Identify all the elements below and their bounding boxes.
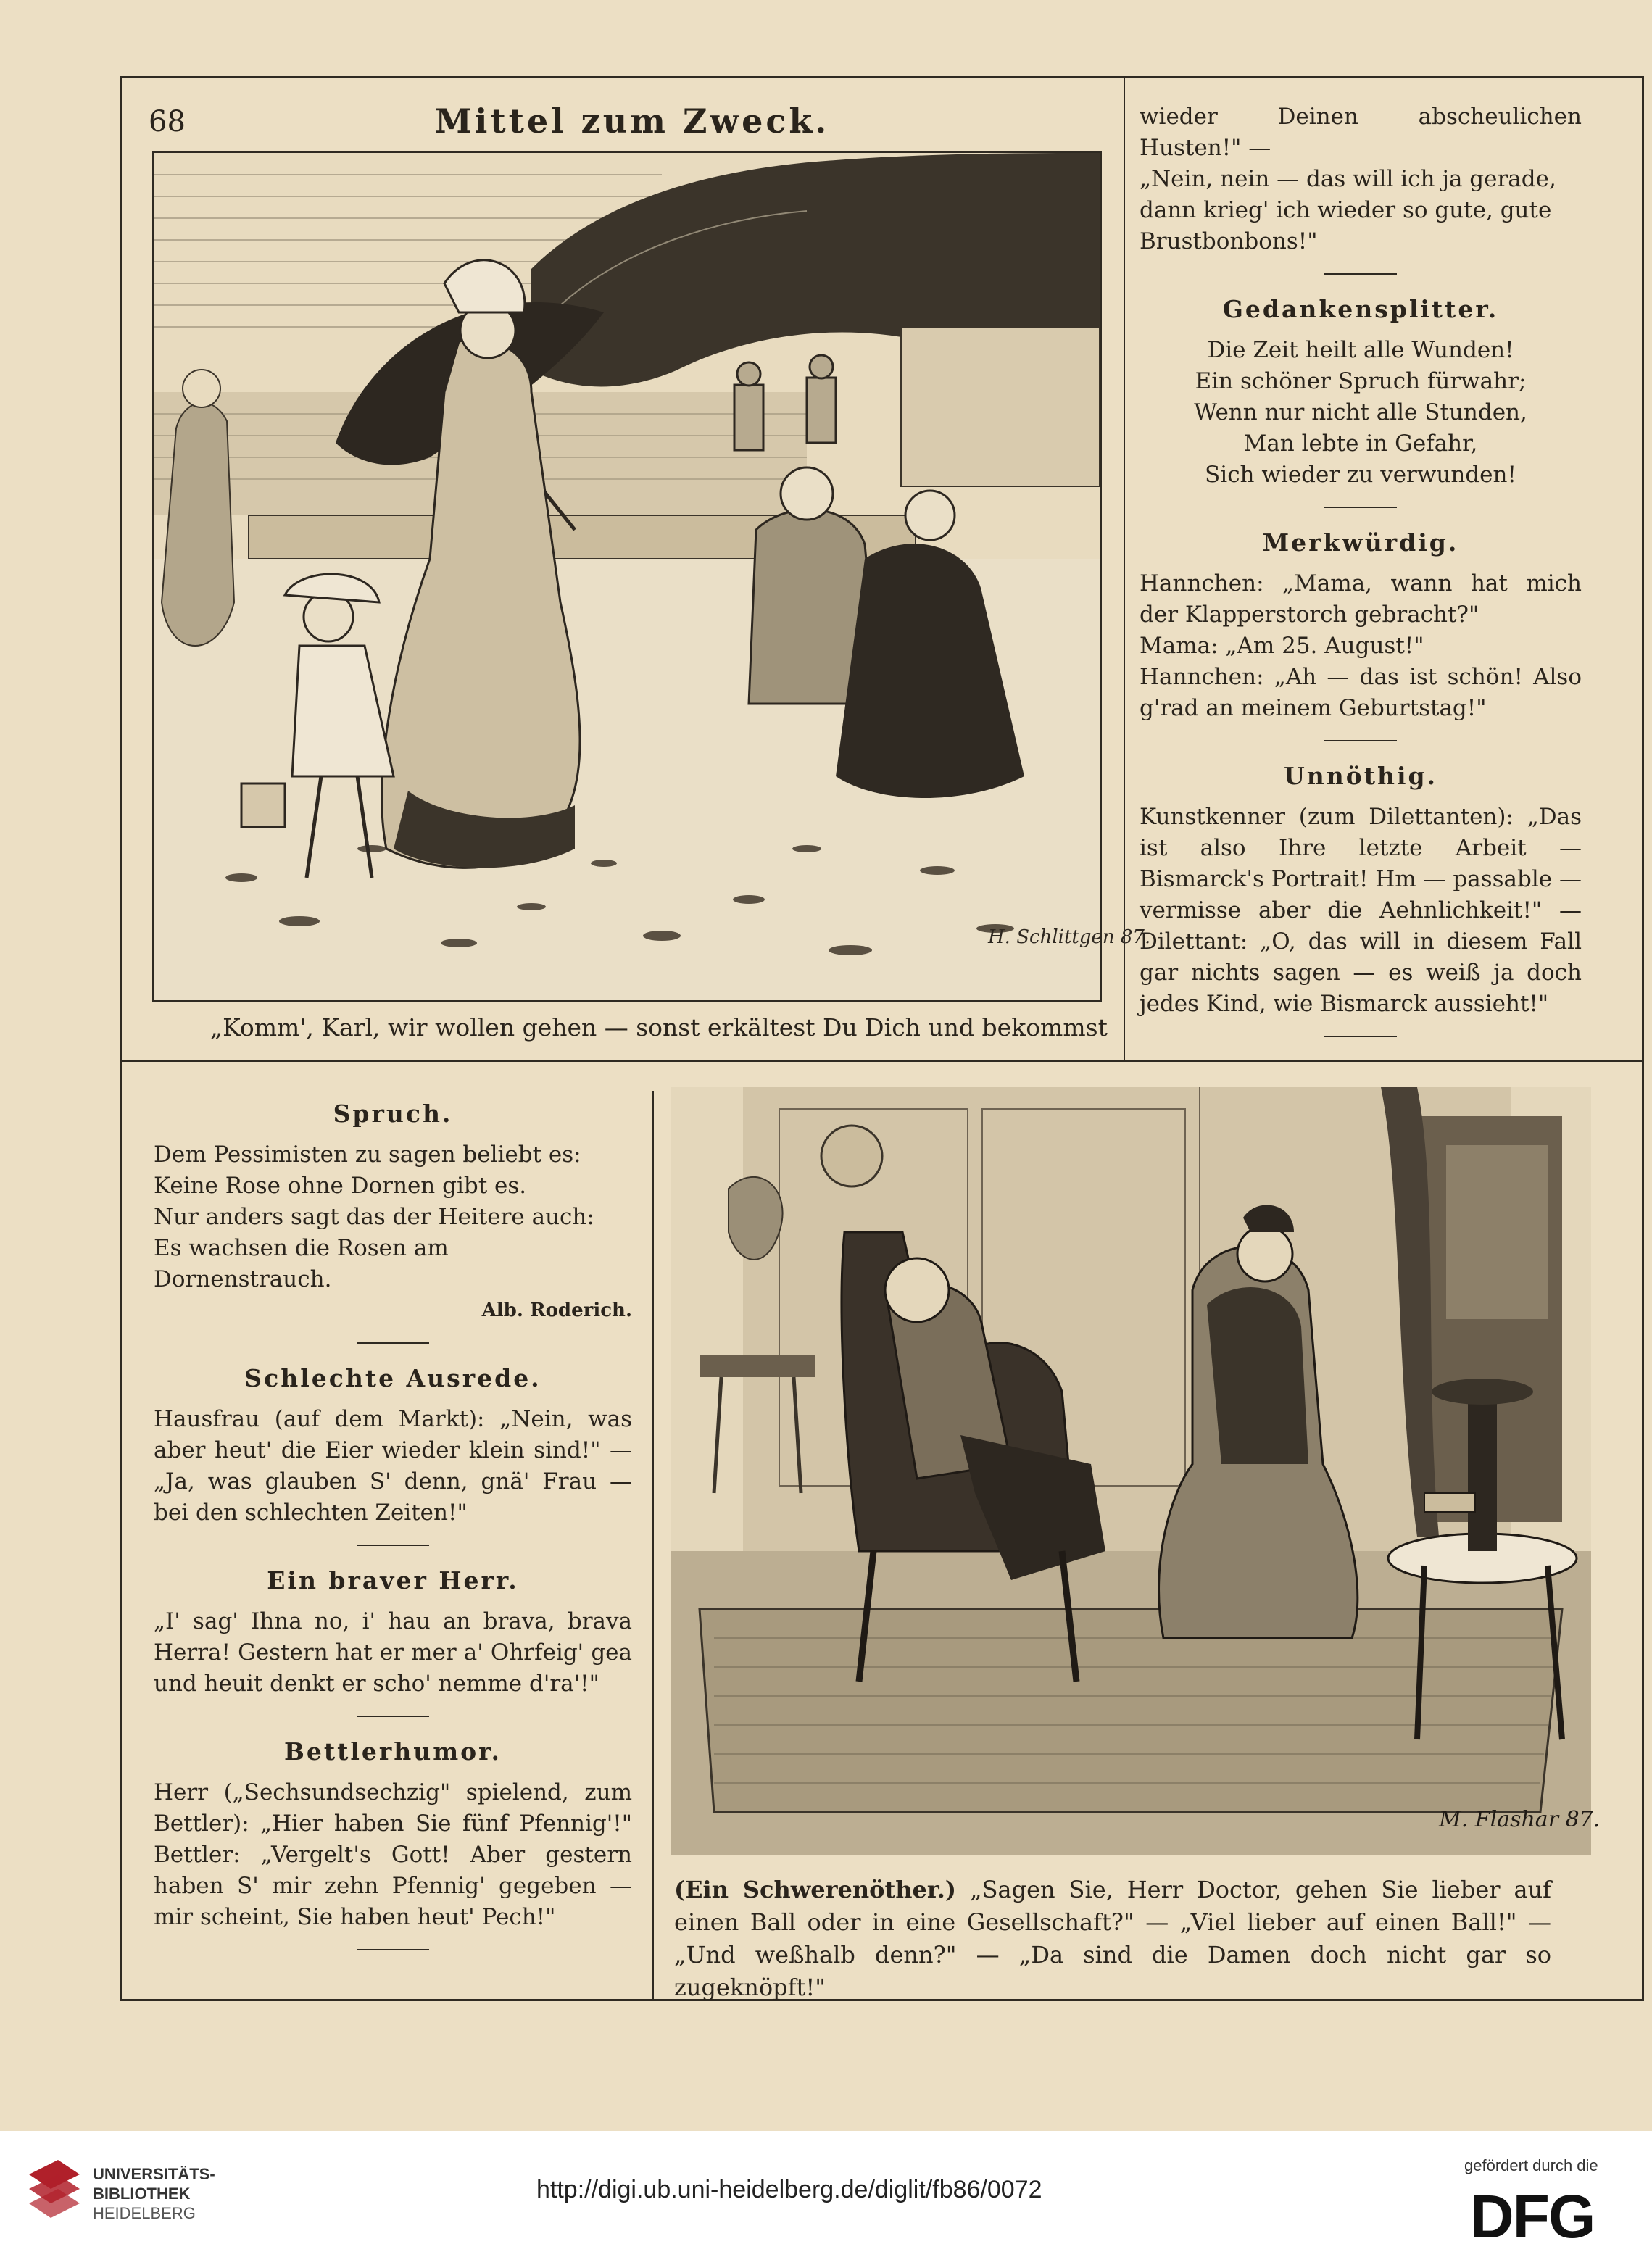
continuation-line: wieder Deinen abscheulichen Husten!" — (1140, 104, 1582, 161)
section-rule (1324, 507, 1397, 508)
column-divider-bottom (652, 1091, 654, 2000)
continuation-line: Brustbonbons!" (1140, 228, 1318, 254)
beach-engraving (154, 153, 1151, 1000)
parlor-caption (674, 1874, 1551, 2004)
page-number: 68 (149, 105, 186, 138)
poem-line: Die Zeit heilt alle Wunden! (1207, 337, 1514, 363)
heading-merkwuerdig: Merkwürdig. (1262, 528, 1459, 557)
section-rule (1324, 1036, 1397, 1037)
parlor-signature: M. Flashar 87. (1439, 1807, 1601, 1832)
caption-continuation (1140, 101, 1582, 257)
poem-spruch (154, 1139, 632, 1295)
poem-line: Sich wieder zu verwunden! (1205, 462, 1516, 488)
permalink-url[interactable]: http://digi.ub.uni-heidelberg.de/diglit/fb86/0072 (536, 2176, 1042, 2203)
library-name (93, 2164, 215, 2223)
beach-signature: H. Schlittgen 87. (988, 926, 1151, 948)
section-rule (357, 1949, 429, 1950)
section-rule (357, 1716, 429, 1717)
library-line: HEIDELBERG (93, 2204, 196, 2222)
continuation-line: dann krieg' ich wieder so gute, gute (1140, 197, 1552, 223)
text-bettlerhumor: Herr („Sechsundsechzig" spielend, zum Bettler): „Hier haben Sie fünf Pfennig'!" Bettler: „Vergelt's Gott! Aber gestern haben S' mir zehn Pfennig' gegeben — mir scheint, Sie haben heut' Pech!" (154, 1779, 632, 1930)
poem-line: Man lebte in Gefahr, (1243, 431, 1478, 457)
dfg-logo: DFG (1470, 2182, 1595, 2250)
dialog-line: Hannchen: „Mama, wann hat mich der Klapperstorch gebracht?" (1140, 570, 1582, 628)
poem-line: Keine Rose ohne Dornen gibt es. (154, 1173, 527, 1199)
continuation-line: „Nein, nein — das will ich ja gerade, (1140, 166, 1556, 192)
poem-line: Es wachsen die Rosen am Dornenstrauch. (154, 1235, 449, 1292)
text-merkwuerdig (1140, 568, 1582, 724)
beach-illustration (152, 151, 1151, 1002)
section-rule (357, 1342, 429, 1344)
author-spruch: Alb. Roderich. (481, 1300, 632, 1321)
poem-gedankensplitter (1140, 335, 1582, 491)
poem-line: Nur anders sagt das der Heitere auch: (154, 1204, 594, 1230)
parlor-caption-title: (Ein Schwerenöther.) (674, 1876, 957, 1903)
poem-line: Wenn nur nicht alle Stunden, (1194, 399, 1527, 425)
parlor-illustration (671, 1087, 1601, 1855)
text-ausrede: Hausfrau (auf dem Markt): „Nein, was aber heut' die Eier wieder klein sind!" — „Ja, was glauben S' denn, gnä' Frau — bei den schlechten Zeiten!" (154, 1406, 632, 1526)
dialog-line: Hannchen: „Ah — das ist schön! Also g'rad an meinem Geburtstag!" (1140, 664, 1582, 721)
heading-spruch: Spruch. (333, 1100, 453, 1128)
poem-line: Ein schöner Spruch fürwahr; (1195, 368, 1527, 394)
parlor-caption-text: „Sagen Sie, Herr Doctor, gehen Sie lieber auf einen Ball oder in eine Gesellschaft?" — „Viel lieber auf einen Ball!" — „Und weßhalb denn?" — „Da sind die Damen doch nicht gar so zugeknöpft!" (674, 1876, 1552, 2001)
page-title: Mittel zum Zweck. (435, 101, 830, 141)
heading-ausrede: Schlechte Ausrede. (244, 1364, 541, 1392)
text-herr: „I' sag' Ihna no, i' hau an brava, brava Herra! Gestern hat er mer a' Ohrfeig' gea und heuit denkt er scho' nemme d'ra'!" (154, 1608, 632, 1697)
heading-gedankensplitter: Gedankensplitter. (1222, 295, 1499, 323)
library-line: BIBLIOTHEK (93, 2185, 191, 2203)
heading-bettlerhumor: Bettlerhumor. (283, 1737, 502, 1766)
footer-bar (0, 2131, 1652, 2257)
section-rule (1324, 740, 1397, 741)
section-rule (1324, 273, 1397, 275)
ub-logo-icon (22, 2160, 87, 2232)
poem-line: Dem Pessimisten zu sagen beliebt es: (154, 1142, 581, 1168)
beach-caption: „Komm', Karl, wir wollen gehen — sonst erkältest Du Dich und bekommst (210, 1013, 1108, 1042)
right-column (1140, 101, 1582, 1056)
dialog-line: Mama: „Am 25. August!" (1140, 633, 1424, 659)
text-unnoethig: Kunstkenner (zum Dilettanten): „Das ist also Ihre letzte Arbeit — Bismarck's Portrait! Hm — passable — vermisse aber die Aehnlichkeit!" — Dilettant: „O, das will in diesem Fall gar nichts sagen — es weiß ja doch jedes Kind, wie Bismarck aussieht!" (1140, 804, 1582, 1017)
heading-herr: Ein braver Herr. (267, 1566, 519, 1595)
left-column (154, 1098, 632, 1969)
column-divider-top (1124, 78, 1125, 1060)
funded-by-label: gefördert durch die (1464, 2156, 1598, 2174)
parlor-engraving (671, 1087, 1601, 1855)
library-line: UNIVERSITÄTS- (93, 2165, 215, 2183)
heading-unnoethig: Unnöthig. (1283, 762, 1438, 790)
section-divider (122, 1060, 1642, 1062)
section-rule (357, 1545, 429, 1546)
